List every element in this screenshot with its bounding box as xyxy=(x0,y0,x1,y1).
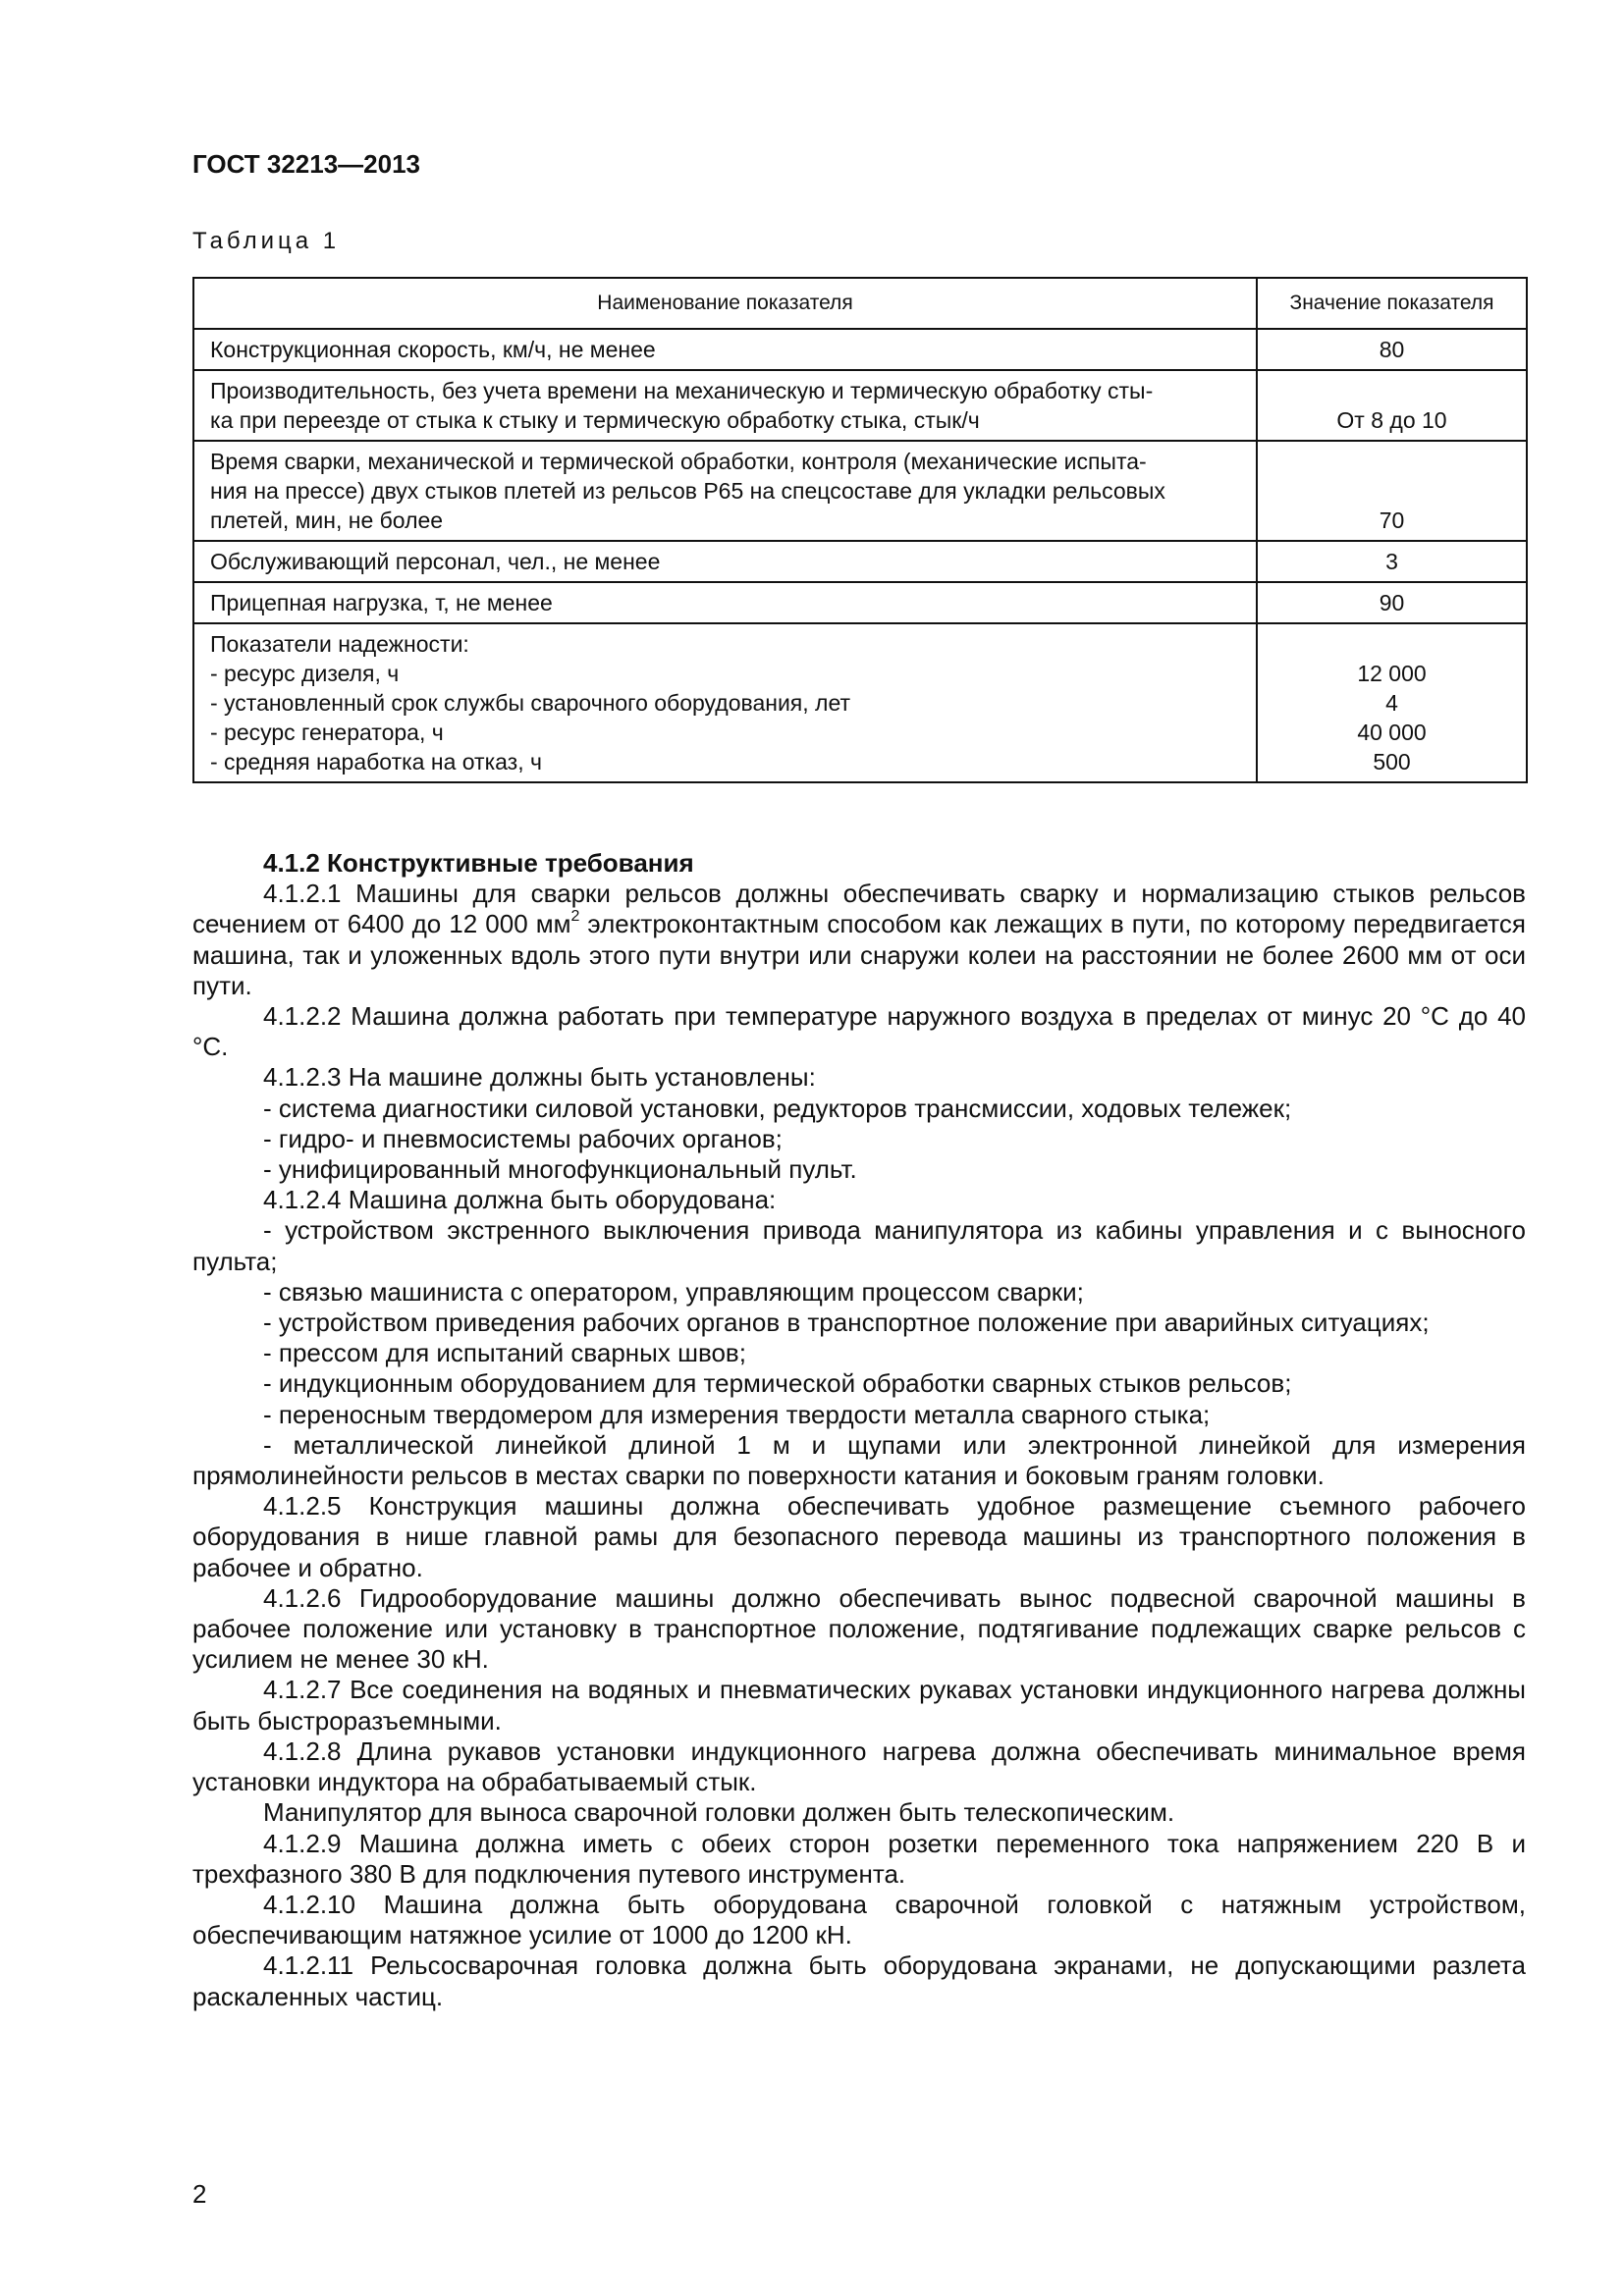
list-item: - связью машиниста с оператором, управляющим процессом сварки; xyxy=(263,1276,1084,1307)
row-name-line: - установленный срок службы сварочного оборудования, лет xyxy=(210,690,851,716)
row-name-line: Показатели надежности: xyxy=(210,631,469,657)
row-name-line: - средняя наработка на отказ, ч xyxy=(210,749,542,774)
row-name-line: ка при переезде от стыка к стыку и термическую обработку стыка, стык/ч xyxy=(210,407,980,433)
row-value-cell xyxy=(1257,541,1527,582)
row-name-line: - ресурс генератора, ч xyxy=(210,720,444,745)
paragraph: 4.1.2.9 Машина должна иметь с обеих сторон розетки переменного тока напряжением 220 В и трехфазного 380 В для подключения путевого инструмента. xyxy=(192,1828,1526,1889)
row-name-cell xyxy=(193,582,1257,623)
table-row xyxy=(193,541,1527,582)
row-value-line: 12 000 xyxy=(1357,661,1427,686)
row-name-cell xyxy=(193,441,1257,541)
paragraph: 4.1.2.11 Рельсосварочная головка должна быть оборудована экранами, не допускающими разлета раскаленных частиц. xyxy=(192,1950,1526,2011)
row-name-cell xyxy=(193,541,1257,582)
row-value-line: 3 xyxy=(1385,549,1398,574)
list-item: - устройством приведения рабочих органов в транспортное положение при аварийных ситуациях; xyxy=(263,1308,1430,1338)
row-value-line: 70 xyxy=(1379,507,1405,533)
row-name-line: - ресурс дизеля, ч xyxy=(210,661,400,686)
row-value-line: От 8 до 10 xyxy=(1336,407,1447,433)
row-value-cell xyxy=(1257,441,1527,541)
table-row xyxy=(193,623,1527,782)
specifications-table xyxy=(192,277,1528,783)
paragraph: 4.1.2.3 На машине должны быть установлены: xyxy=(263,1062,816,1093)
row-name-line: плетей, мин, не более xyxy=(210,507,444,533)
row-name-line: ния на прессе) двух стыков плетей из рельсов Р65 на спецсоставе для укладки рельсовых xyxy=(210,478,1165,504)
table-row xyxy=(193,441,1527,541)
row-value-line: 80 xyxy=(1379,337,1405,362)
table-header-row xyxy=(193,278,1527,329)
list-item: - гидро- и пневмосистемы рабочих органов; xyxy=(263,1123,783,1153)
row-name-line: Конструкционная скорость, км/ч, не менее xyxy=(210,337,656,362)
row-name-cell xyxy=(193,329,1257,370)
paragraph-text: 4.1.2.1 Машины для сварки рельсов должны обеспечивать сварку и нормализацию стыков рельсов сечением от 6400 до 12 000 мм xyxy=(192,879,1526,939)
column-header-name: Наименование показателя xyxy=(193,278,1257,329)
row-name-cell xyxy=(193,623,1257,782)
list-item: - система диагностики силовой установки, редукторов трансмиссии, ходовых тележек; xyxy=(263,1093,1292,1123)
paragraph: 4.1.2.7 Все соединения на водяных и пневматических рукавах установки индукционного нагрева должны быть быстроразъемными. xyxy=(192,1675,1526,1735)
row-value-cell xyxy=(1257,329,1527,370)
list-item: - металлической линейкой длиной 1 м и щупами или электронной линейкой для измерения прямолинейности рельсов в местах сварки по поверхности катания и боковым граням головки. xyxy=(192,1429,1526,1491)
paragraph: 4.1.2.4 Машина должна быть оборудована: xyxy=(263,1185,777,1215)
row-value-line: 500 xyxy=(1373,749,1411,774)
row-name-line: Прицепная нагрузка, т, не менее xyxy=(210,590,553,615)
paragraph: 4.1.2.10 Машина должна быть оборудована сварочной головкой с натяжным устройством, обеспечивающим натяжное усилие от 1000 до 1200 кН. xyxy=(192,1889,1526,1950)
table-row xyxy=(193,370,1527,441)
paragraph: 4.1.2.8 Длина рукавов установки индукционного нагрева должна обеспечивать минимальное время установки индуктора на обрабатываемый стык. xyxy=(192,1735,1526,1797)
row-name-line: Производительность, без учета времени на механическую и термическую обработку сты- xyxy=(210,378,1154,403)
column-header-value: Значение показателя xyxy=(1257,278,1527,329)
list-item: - устройством экстренного выключения привода манипулятора из кабины управления и с выносного пульта; xyxy=(192,1215,1526,1276)
superscript: 2 xyxy=(570,908,580,926)
paragraph: 4.1.2.6 Гидрооборудование машины должно обеспечивать вынос подвесной сварочной машины в рабочее положение или установку в транспортное положение, подтягивание подлежащих сварке рельсов с усилием не менее 30 кН. xyxy=(192,1582,1526,1675)
row-value-line: 4 xyxy=(1385,690,1398,716)
row-value-line: 40 000 xyxy=(1357,720,1427,745)
row-value-line: 90 xyxy=(1379,590,1405,615)
paragraph xyxy=(192,879,1526,1001)
list-item: - прессом для испытаний сварных швов; xyxy=(263,1338,746,1368)
document-header: ГОСТ 32213—2013 xyxy=(192,149,420,179)
row-name-line: Время сварки, механической и термической обработки, контроля (механические испыта- xyxy=(210,449,1147,474)
row-value-cell xyxy=(1257,582,1527,623)
table-caption: Таблица 1 xyxy=(192,228,341,254)
row-name-line: Обслуживающий персонал, чел., не менее xyxy=(210,549,661,574)
paragraph: 4.1.2.5 Конструкция машины должна обеспечивать удобное размещение съемного рабочего оборудования в нише главной рамы для безопасного перевода машины из транспортного положения в рабочее и обратно. xyxy=(192,1491,1526,1582)
paragraph: 4.1.2.2 Машина должна работать при температуре наружного воздуха в пределах от минус 20 °С до 40 °С. xyxy=(192,1001,1526,1062)
requirements-section xyxy=(192,848,1526,2012)
table-row xyxy=(193,582,1527,623)
list-item: - индукционным оборудованием для термической обработки сварных стыков рельсов; xyxy=(263,1368,1292,1399)
list-item: - унифицированный многофункциональный пульт. xyxy=(263,1154,857,1185)
row-value-cell xyxy=(1257,370,1527,441)
page-number: 2 xyxy=(192,2179,207,2209)
row-name-cell xyxy=(193,370,1257,441)
row-value-cell xyxy=(1257,623,1527,782)
section-title: 4.1.2 Конструктивные требования xyxy=(263,848,694,878)
table-row xyxy=(193,329,1527,370)
paragraph-text: электроконтактным способом как лежащих в пути, по которому передвигается машина, так и уложенных вдоль этого пути внутри или снаружи колеи на расстоянии не более 2600 мм от оси пути. xyxy=(192,909,1526,1000)
paragraph: Манипулятор для выноса сварочной головки должен быть телескопическим. xyxy=(263,1797,1175,1828)
list-item: - переносным твердомером для измерения твердости металла сварного стыка; xyxy=(263,1399,1211,1429)
